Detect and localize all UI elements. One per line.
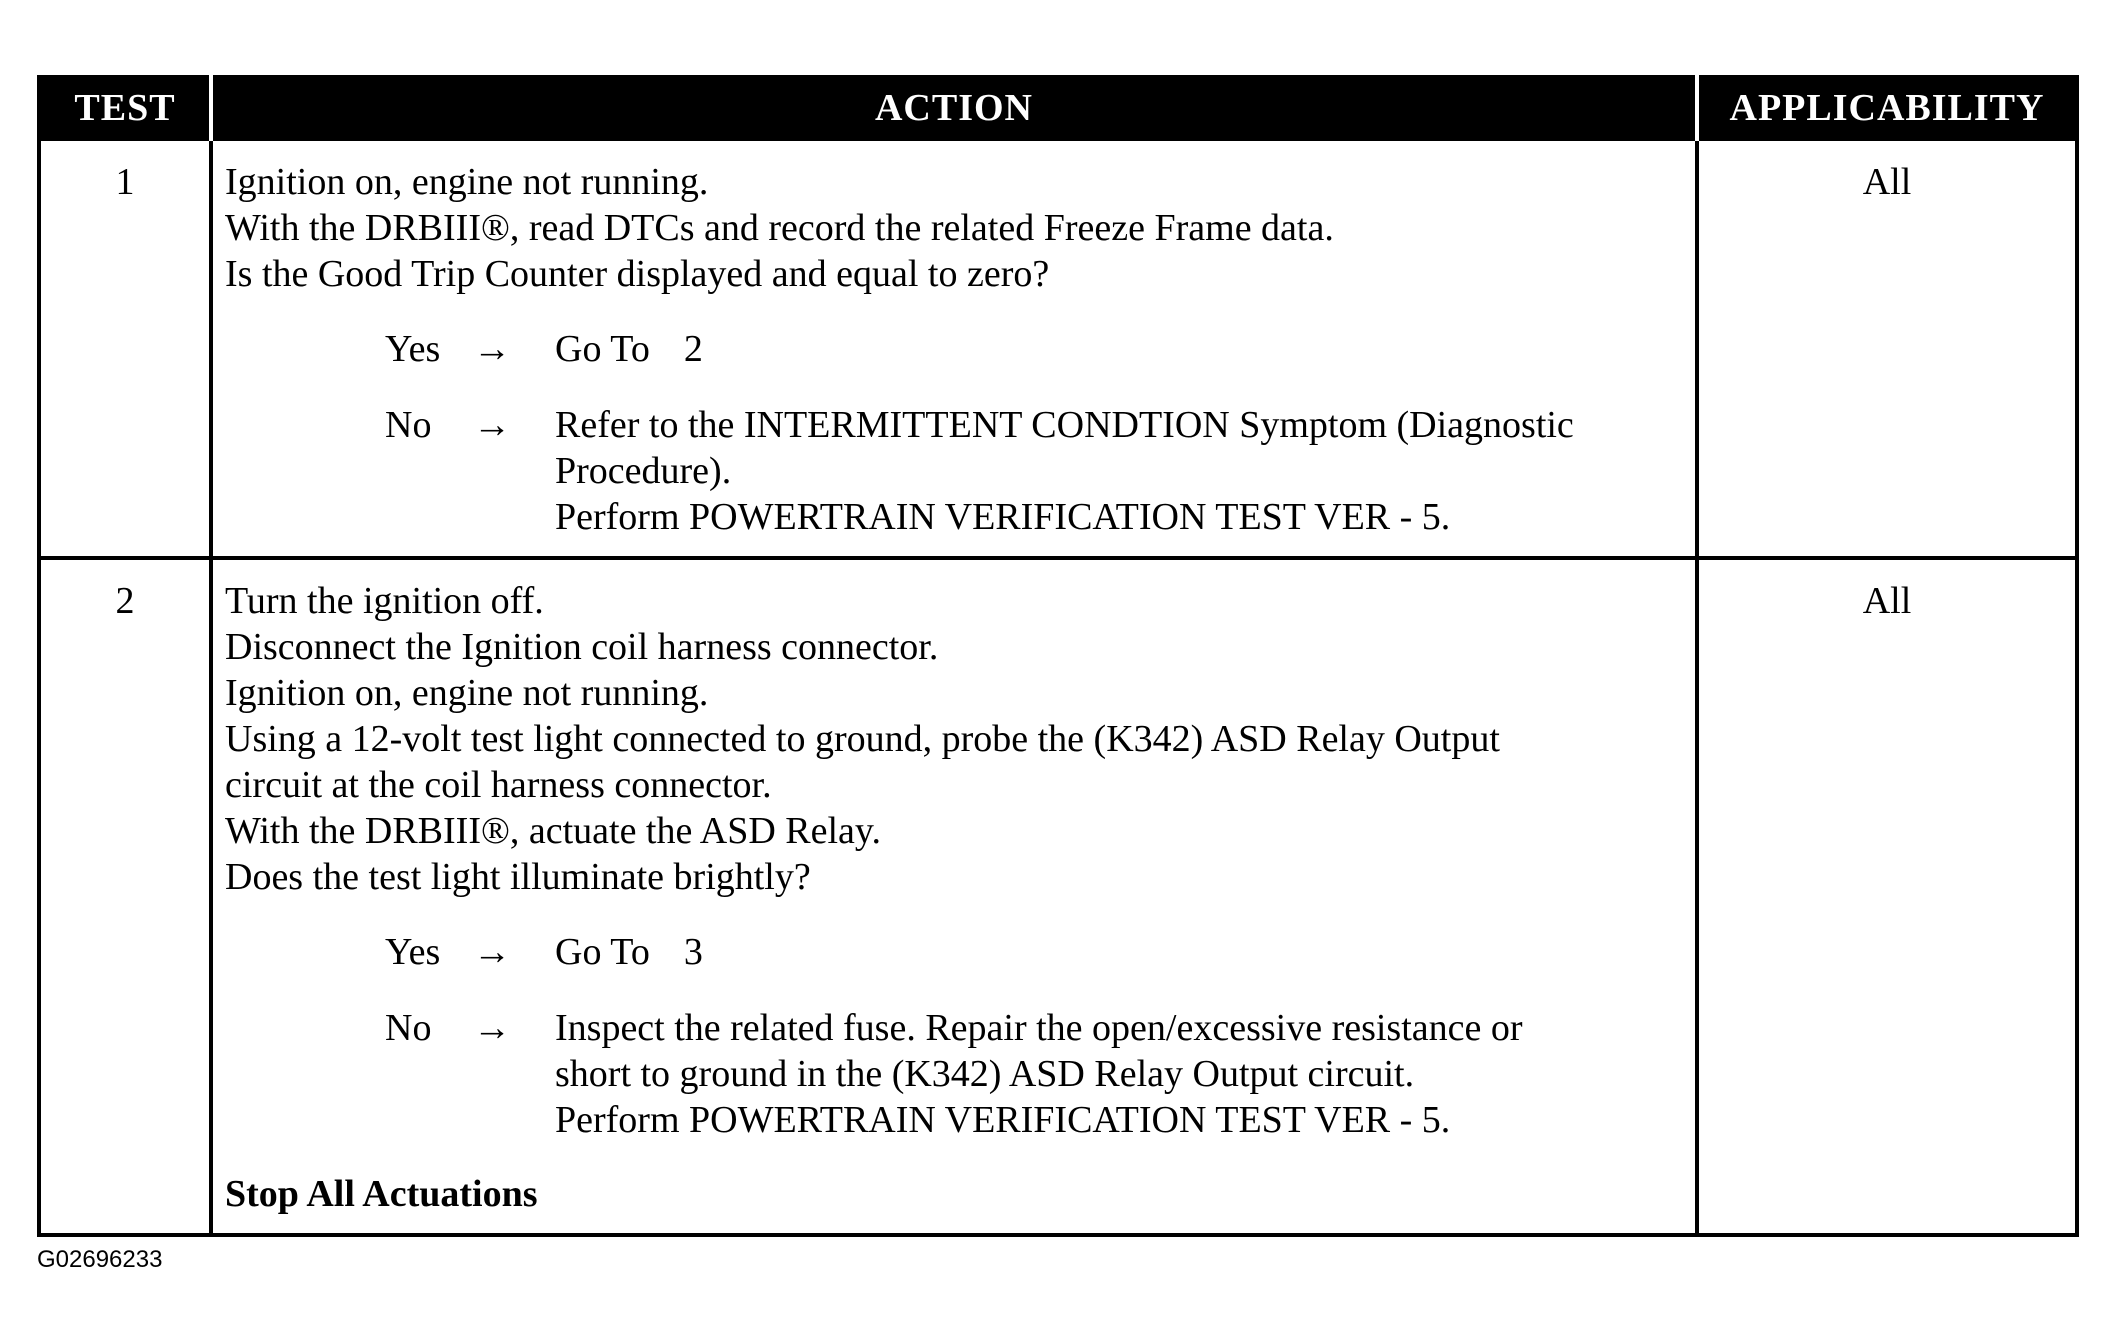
action-step: Using a 12-volt test light connected to ground, probe the (K342) ASD Relay Output: [225, 718, 1500, 760]
applicability-cell: All: [1697, 558, 2077, 1235]
right-arrow-icon: →: [473, 1007, 511, 1049]
stop-actuations-note: Stop All Actuations: [225, 1173, 538, 1215]
action-step: Ignition on, engine not running.: [225, 161, 709, 203]
action-step: Disconnect the Ignition coil harness connector.: [225, 626, 939, 668]
diagnostic-test-table: [37, 75, 2079, 1237]
no-result-line: Perform POWERTRAIN VERIFICATION TEST VER - 5.: [555, 1099, 1451, 1141]
action-step: Turn the ignition off.: [225, 580, 544, 622]
yes-result: [555, 929, 1687, 975]
goto-number: 3: [683, 931, 703, 973]
action-step: circuit at the coil harness connector.: [225, 764, 772, 806]
right-arrow-icon: →: [473, 931, 511, 973]
header-action: ACTION: [211, 77, 1697, 139]
no-label: No: [385, 1007, 432, 1049]
action-step: With the DRBIII®, read DTCs and record the related Freeze Frame data.: [225, 207, 1334, 249]
no-outcome: [385, 402, 1687, 540]
no-result-line: Perform POWERTRAIN VERIFICATION TEST VER - 5.: [555, 496, 1451, 538]
test-number: 1: [39, 139, 211, 558]
goto-label: Go To: [555, 328, 650, 370]
applicability-cell: All: [1697, 139, 2077, 558]
goto-number: 2: [683, 328, 703, 370]
goto-label: Go To: [555, 931, 650, 973]
yes-outcome: [385, 326, 1687, 372]
figure-id: G02696233: [37, 1246, 163, 1273]
action-step: Is the Good Trip Counter displayed and equal to zero?: [225, 253, 1050, 295]
yes-result: [555, 326, 1687, 372]
no-outcome: [385, 1005, 1687, 1143]
no-result: [555, 1005, 1687, 1143]
table-row: [39, 558, 2077, 1235]
no-result-line: Inspect the related fuse. Repair the open/excessive resistance or: [555, 1007, 1523, 1049]
right-arrow-icon: →: [473, 328, 511, 370]
action-cell: [211, 558, 1697, 1235]
table-header-row: [39, 77, 2077, 139]
no-result-line: Procedure).: [555, 450, 732, 492]
action-step: With the DRBIII®, actuate the ASD Relay.: [225, 810, 881, 852]
header-test: TEST: [39, 77, 211, 139]
yes-outcome: [385, 929, 1687, 975]
action-step: Does the test light illuminate brightly?: [225, 856, 811, 898]
yes-label: Yes: [385, 328, 441, 370]
right-arrow-icon: →: [473, 404, 511, 446]
table-row: [39, 139, 2077, 558]
no-result-line: Refer to the INTERMITTENT CONDTION Symptom (Diagnostic: [555, 404, 1574, 446]
no-result: [555, 402, 1687, 540]
no-result-line: short to ground in the (K342) ASD Relay Output circuit.: [555, 1053, 1415, 1095]
header-applicability: APPLICABILITY: [1697, 77, 2077, 139]
no-label: No: [385, 404, 432, 446]
action-cell: [211, 139, 1697, 558]
action-step: Ignition on, engine not running.: [225, 672, 709, 714]
test-number: 2: [39, 558, 211, 1235]
yes-label: Yes: [385, 931, 441, 973]
